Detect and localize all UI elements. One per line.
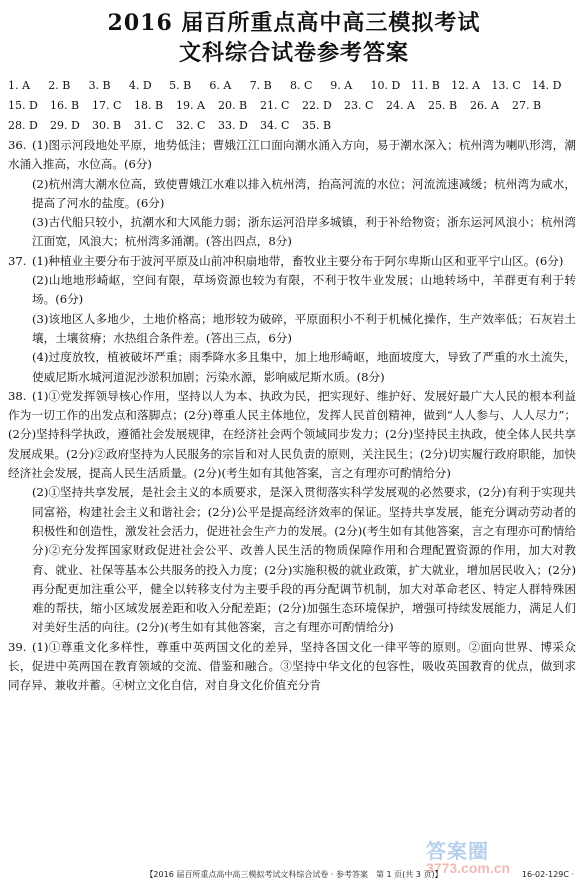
answer-item: 21. C	[260, 99, 290, 112]
answer-item: 15. D	[8, 99, 38, 112]
answer-item: 29. D	[50, 119, 80, 132]
answer-item: 23. C	[344, 99, 374, 112]
answer-item: 30. B	[92, 119, 122, 132]
answer-item: 1. A	[8, 79, 30, 92]
answer-item: 35. B	[302, 119, 332, 132]
answer-item: 18. B	[134, 99, 164, 112]
answer-item: 34. C	[260, 119, 290, 132]
answer-item: 20. B	[218, 99, 248, 112]
answer-item: 2. B	[48, 79, 71, 92]
answer-item: 4. D	[128, 79, 152, 92]
answer-paragraph: (3)该地区人多地少，土地价格高；地形较为破碎，平原面积小不利于机械化操作，生产效率低；石灰岩土壤，土壤贫瘠；水热组合条件差。(答出三点，6分)	[32, 311, 576, 345]
answer-item: 19. A	[176, 99, 205, 112]
question-38	[0, 387, 588, 638]
answer-paragraph: (3)古代船只较小，抗潮水和大风能力弱；浙东运河沿岸多城镇，利于补给物资；浙东运河风浪小；杭州湾江面宽，风浪大；杭州湾多涌潮。(答出四点，8分)	[32, 215, 576, 249]
answer-paragraph: (1)①尊重文化多样性，尊重中英两国文化的差异，坚持各国文化一律平等的原则。②面向世界、博采众长，促进中英两国在教育领域的交流、借鉴和融合。③坚持中华文化的包容性，吸收英国教育的优点，做到求同存异、兼收并蓄。④树立文化自信，对自身文化价值充分肯	[8, 639, 576, 693]
answer-item: 11. B	[410, 79, 440, 92]
answer-item: 31. C	[134, 119, 164, 132]
answer-item: 12. A	[451, 79, 481, 92]
title-line-2: 文科综合试卷参考答案	[178, 40, 409, 66]
title-line-1: 2016 届百所重点高中高三模拟考试	[107, 10, 481, 36]
answer-item: 9. A	[330, 79, 353, 92]
answer-item: 32. C	[176, 119, 206, 132]
answer-item: 24. A	[386, 99, 415, 112]
answer-item: 3. B	[88, 79, 111, 92]
question-number: 39.	[8, 639, 27, 654]
watermark-top-text: 答案圈	[426, 841, 489, 863]
watermark-bottom-text: 3773.com.cn	[426, 860, 511, 876]
answer-paragraph: (2)山地地形崎岖，空间有限，草场资源也较为有限，不利于牧牛业发展；山地转场中，羊群更有利于转场。(6分)	[32, 273, 576, 307]
answer-item: 10. D	[370, 79, 401, 92]
question-number: 36.	[8, 138, 27, 152]
answer-item: 7. B	[249, 79, 272, 92]
answer-item: 8. C	[289, 79, 313, 92]
answer-item: 13. C	[491, 79, 521, 92]
multiple-choice-answers	[0, 76, 588, 136]
answer-item: 17. C	[92, 99, 122, 112]
answer-item: 33. D	[218, 119, 248, 132]
answer-item: 6. A	[209, 79, 232, 92]
answer-paragraph: (4)过度放牧，植被破坏严重；雨季降水多且集中，加上地形崎岖，地面坡度大，导致了严重的水土流失，使威尼斯水城河道泥沙淤积加剧；污染水源，影响威尼斯水质。(8分)	[32, 350, 576, 384]
answer-paragraph: (2)①坚持共享发展，是社会主义的本质要求，是深入贯彻落实科学发展观的必然要求，(2分)有利于实现共同富裕，构建社会主义和谐社会；(2分)公平是提高经济效率的保证。坚持共享发展，能充分调动劳动者的积极性和创造性，激发社会活力，促进社会生产力的发展。(2分)(考生如有其他答案，言之有理亦可酌情给分)②充分发挥国家财政促进社会公平、改善人民生活的物质保障作用和合理配置资源的作用，加大对教育、就业、社保等基本公共服务的投入力度；(2分)实施积极的就业政策，扩大就业，增加居民收入；(2分)再分配更加注重公平，健全以转移支付为主要手段的再分配调节机制，加大对革命老区、特定人群特殊困难的帮扶，缩小区域发展差距和收入分配差距；(2分)加强生态环境保护，增强可持续发展能力，满足人们对美好生活的向往。(2分)(考生如有其他答案，言之有理亦可酌情给分)	[32, 485, 576, 635]
footer-text: 【2016 届百所重点高中高三模拟考试文科综合试卷 · 参考答案 第 1 页(共 3 页)】	[145, 870, 443, 879]
question-39	[0, 638, 588, 696]
answer-paragraph: (1)种植业主要分布于波河平原及山前冲积扇地带，畜牧业主要分布于阿尔卑斯山区和亚平宁山区。(6分)	[32, 253, 564, 268]
answer-item: 22. D	[302, 99, 332, 112]
answers-row-2	[8, 96, 572, 116]
answer-paragraph: (1)①党发挥领导核心作用，坚持以人为本、执政为民，把实现好、维护好、发展好最广大人民的根本利益作为一切工作的出发点和落脚点；(2分)尊重人民主体地位，发挥人民首创精神，做到“人人参与、人人尽力”；(2分)坚持科学执政，遵循社会发展规律，在经济社会两个领域同步发力；(2分)坚持民主执政，使全体人民共享发展成果。(2分)②政府坚持为人民服务的宗旨和对人民负责的原则，关注民生；(2分)切实履行政府职能，加快经济社会发展，提高人民生活质量。(2分)(考生如有其他答案，言之有理亦可酌情给分)	[8, 388, 576, 481]
page-footer	[0, 869, 588, 881]
answer-item: 5. B	[169, 79, 192, 92]
footer-code: 16-02-129C ·	[521, 870, 574, 879]
answer-item: 27. B	[512, 99, 542, 112]
question-number: 37.	[8, 253, 27, 268]
question-37	[0, 252, 588, 387]
question-36	[0, 136, 588, 252]
answer-item: 25. B	[428, 99, 458, 112]
answer-paragraph: (1)图示河段地处平原，地势低洼；曹娥江江口面向潮水涌入方向，易于潮水深入；杭州湾为喇叭形湾，潮水涌入推高，水位高。(6分)	[8, 138, 576, 172]
answer-item: 28. D	[8, 119, 38, 132]
answer-item: 14. D	[531, 79, 562, 92]
answer-paragraph: (2)杭州湾大潮水位高，致使曹娥江水难以排入杭州湾，抬高河流的水位；河流流速减缓；杭州湾为咸水，提高了河水的盐度。(6分)	[32, 176, 576, 210]
answer-item: 26. A	[470, 99, 499, 112]
answer-item: 16. B	[50, 99, 80, 112]
answers-row-3	[8, 116, 572, 136]
question-number: 38.	[8, 388, 27, 403]
answers-row-1	[8, 76, 572, 96]
